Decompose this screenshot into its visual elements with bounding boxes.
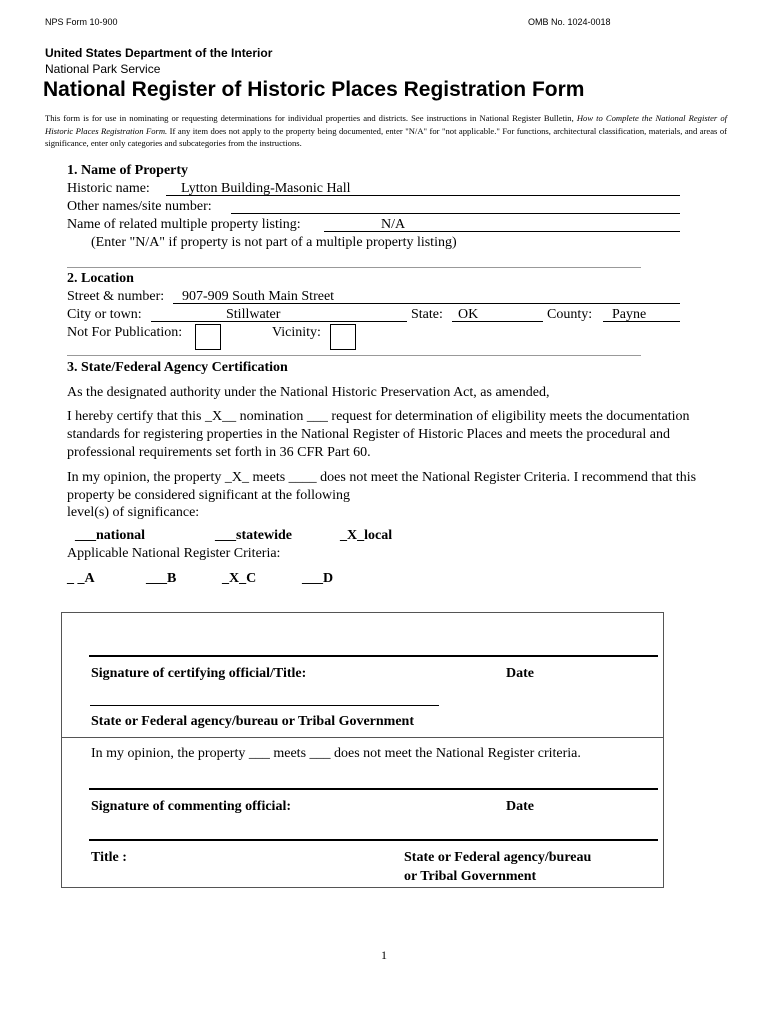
significance-levels-label: level(s) of significance: [67, 505, 200, 520]
not-meets-mark[interactable]: ____ [288, 470, 317, 485]
certification-statement: I hereby certify that this _X__ nomination ___ request for determination of eligibility meets the documentation standards for registering properties in the National Register of Historic Places and meets the procedural and professional requirements set forth in 36 CFR Part 60. [67, 409, 690, 460]
page-number: 1 [381, 948, 387, 962]
section1-heading: 1. Name of Property [67, 163, 189, 178]
omb-number: OMB No. 1024-0018 [528, 17, 611, 27]
box-divider [61, 737, 664, 738]
historic-name-label: Historic name: [67, 181, 150, 196]
certifying-signature-label: Signature of certifying official/Title: [91, 666, 307, 681]
criterion-d[interactable]: ___D [302, 571, 334, 586]
criteria-label: Applicable National Register Criteria: [67, 546, 281, 561]
state-field[interactable]: OK [458, 307, 479, 322]
state-label: State: [411, 307, 443, 322]
not-for-publication-label: Not For Publication: [67, 325, 183, 340]
vicinity-checkbox[interactable] [330, 324, 356, 350]
meets-mark[interactable]: _X_ [224, 470, 249, 485]
level-national[interactable]: ___national [75, 528, 146, 543]
nomination-mark[interactable]: _X__ [205, 409, 237, 424]
title-agency-field[interactable] [89, 839, 658, 841]
commenting-date-label: Date [506, 799, 534, 814]
criterion-c[interactable]: _X_C [222, 571, 257, 586]
other-names-field[interactable] [231, 213, 680, 214]
vicinity-label: Vicinity: [272, 325, 321, 340]
multiple-listing-note: (Enter "N/A" if property is not part of a multiple property listing) [91, 235, 457, 250]
service-name: National Park Service [45, 62, 161, 76]
multiple-listing-label: Name of related multiple property listing: [67, 217, 301, 232]
agency-name: United States Department of the Interior [45, 46, 273, 60]
certifying-agency-field[interactable] [90, 705, 439, 706]
level-statewide[interactable]: ___statewide [215, 528, 292, 543]
bulletin-reference: How to Complete the National Register of Historic Places Registration Form. [45, 113, 727, 136]
county-field[interactable]: Payne [612, 307, 647, 322]
intro-text: This form is for use in nominating or requesting determinations for individual properties and districts. See instructions in National Register Bulletin, How to Complete the National Register of Historic Places Registration Form. If any item does not apply to the property being documented, enter "N/A" for "not applicable." For functions, architectural classification, materials, and areas of significance, enter only categories and subcategories from the instructions. [45, 113, 727, 148]
level-local[interactable]: _X_local [340, 528, 393, 543]
form-number: NPS Form 10-900 [45, 17, 118, 27]
multiple-listing-line [324, 231, 680, 232]
historic-name-field[interactable]: Lytton Building-Masonic Hall [181, 181, 351, 196]
agency-label-line1: State or Federal agency/bureau [404, 850, 592, 865]
agency-label-line2: or Tribal Government [404, 869, 537, 884]
county-label: County: [547, 307, 593, 322]
section-divider [67, 355, 641, 356]
opinion-statement: In my opinion, the property _X_ meets ____ does not meet the National Register Criteria. I recommend that this property be considered significant at the following [67, 470, 697, 503]
certifying-date-label: Date [506, 666, 534, 681]
commenting-signature-field[interactable] [89, 788, 658, 790]
section-divider [67, 267, 641, 268]
not-for-publication-checkbox[interactable] [195, 324, 221, 350]
other-names-label: Other names/site number: [67, 199, 212, 214]
certifying-agency-label: State or Federal agency/bureau or Tribal Government [91, 714, 415, 729]
street-label: Street & number: [67, 289, 165, 304]
multiple-listing-field[interactable]: N/A [381, 217, 406, 232]
page-title: National Register of Historic Places Registration Form [43, 78, 585, 101]
commenting-opinion-statement: In my opinion, the property ___ meets ___ does not meet the National Register criteria. [91, 746, 581, 761]
title-label: Title : [91, 850, 127, 865]
section2-heading: 2. Location [67, 271, 134, 286]
certifying-signature-field[interactable] [89, 655, 658, 657]
city-label: City or town: [67, 307, 142, 322]
request-mark[interactable]: ___ [306, 409, 328, 424]
authority-statement: As the designated authority under the National Historic Preservation Act, as amended, [67, 385, 550, 400]
commenting-signature-label: Signature of commenting official: [91, 799, 291, 814]
city-field[interactable]: Stillwater [226, 307, 281, 322]
street-field[interactable]: 907-909 South Main Street [182, 289, 335, 304]
section3-heading: 3. State/Federal Agency Certification [67, 360, 288, 375]
criterion-b[interactable]: ___B [146, 571, 177, 586]
criterion-a[interactable]: _ _A [67, 571, 95, 586]
